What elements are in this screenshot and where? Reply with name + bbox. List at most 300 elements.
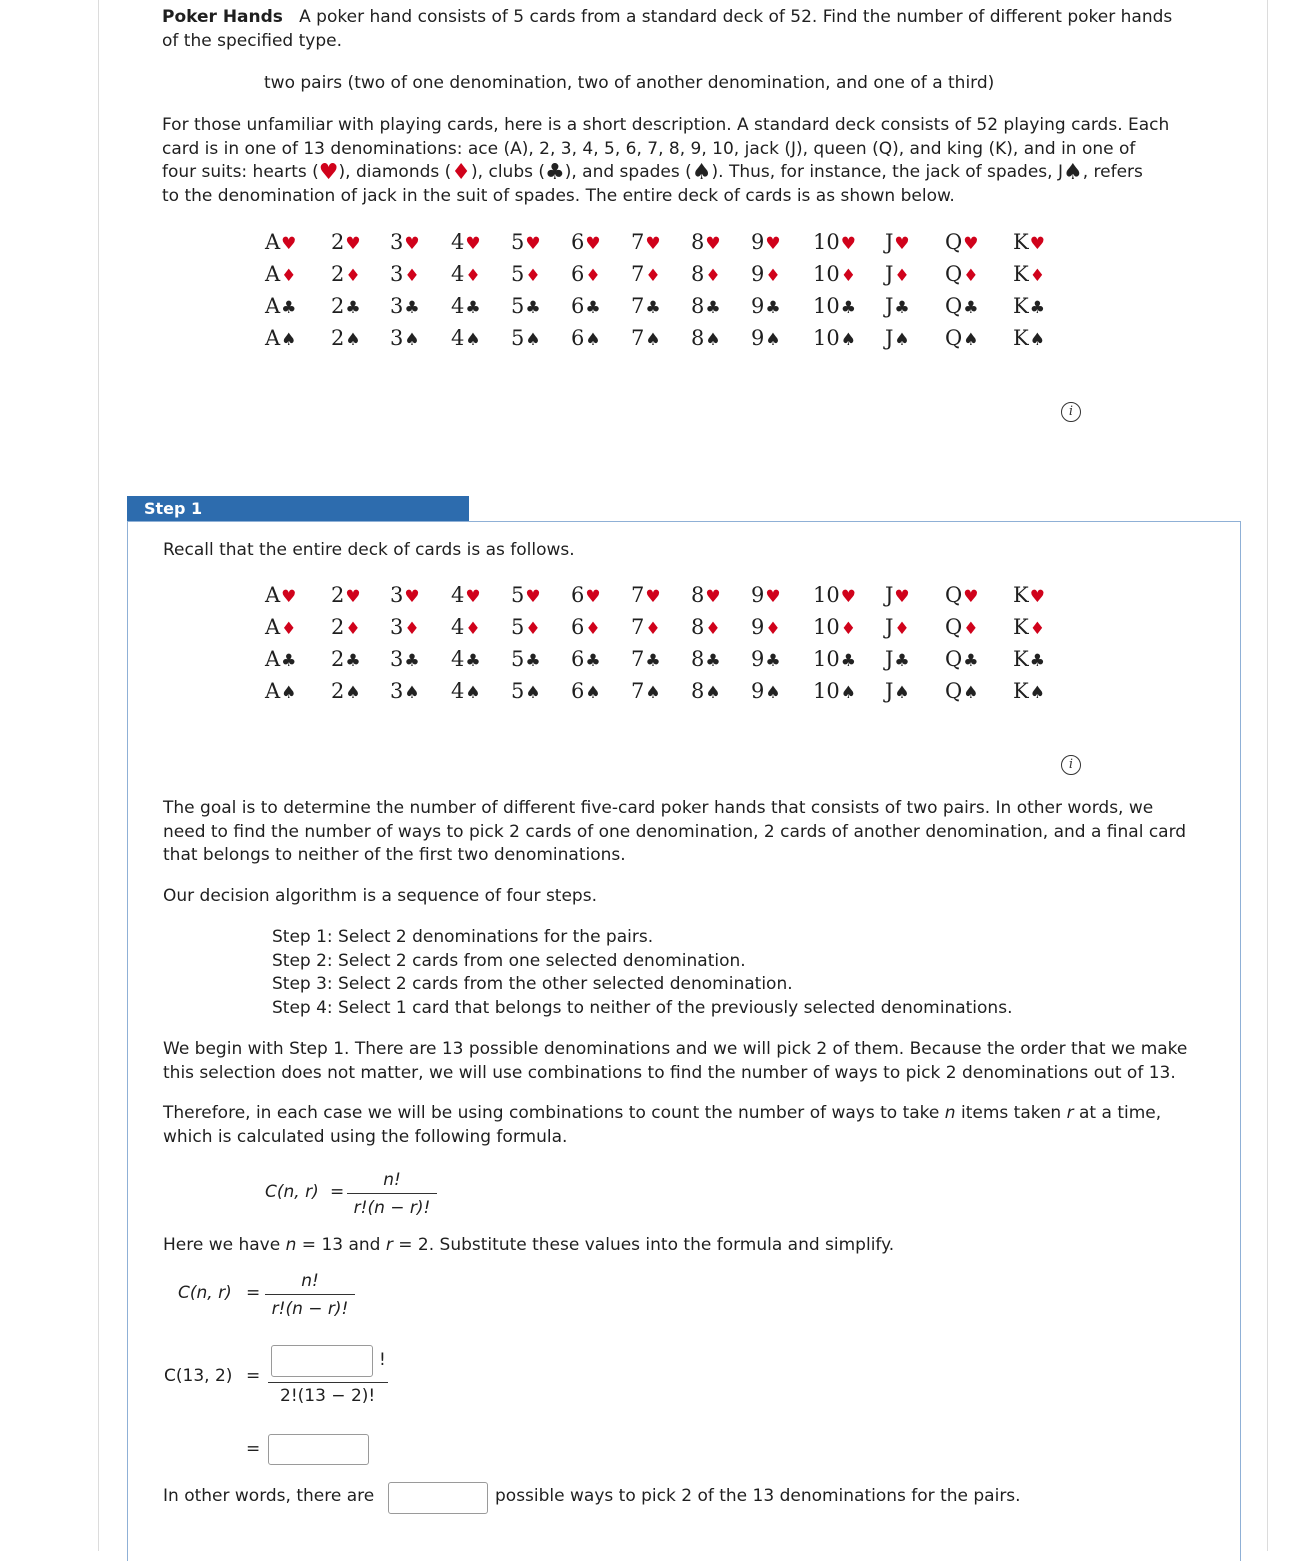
- card-denomination: K: [1013, 615, 1029, 639]
- desc-suits-d: ), and spades (: [564, 162, 692, 182]
- card-denomination: J: [885, 294, 894, 318]
- card-denomination: 7: [631, 326, 645, 350]
- card-denomination: 9: [751, 326, 765, 350]
- card: [511, 675, 541, 709]
- club-icon: ♣: [525, 298, 541, 318]
- card: [331, 643, 361, 677]
- card: [691, 675, 721, 709]
- club-icon: ♣: [765, 651, 781, 671]
- card: [945, 226, 978, 260]
- card: [390, 611, 420, 645]
- club-icon: ♣: [1029, 298, 1045, 318]
- card-denomination: 6: [571, 583, 585, 607]
- heart-icon: ♥: [963, 234, 979, 254]
- card-denomination: 8: [691, 583, 705, 607]
- heart-icon: ♥: [585, 587, 601, 607]
- card-denomination: 2: [331, 615, 345, 639]
- card: [885, 258, 910, 292]
- card: [511, 258, 541, 292]
- desc-suits-c: ), clubs (: [471, 162, 545, 182]
- card: [813, 611, 856, 645]
- card-denomination: 3: [390, 583, 404, 607]
- card: [390, 258, 420, 292]
- club-icon: ♣: [645, 298, 661, 318]
- card: [691, 643, 721, 677]
- card: [631, 258, 661, 292]
- desc-suits-f: , refers: [1082, 162, 1143, 182]
- diamond-icon: ♦: [705, 619, 721, 639]
- card-denomination: 10: [813, 326, 840, 350]
- diamond-icon: ♦: [281, 266, 297, 286]
- spade-icon: ♠: [645, 330, 661, 350]
- card-denomination: 9: [751, 615, 765, 639]
- card-denomination: 9: [751, 230, 765, 254]
- heart-icon: ♥: [465, 234, 481, 254]
- diamond-icon: ♦: [345, 266, 361, 286]
- therefore-c: at a time,: [1073, 1103, 1162, 1123]
- heart-icon: ♥: [705, 587, 721, 607]
- card-denomination: 9: [751, 294, 765, 318]
- card-denomination: 4: [451, 615, 465, 639]
- goal-line-2: need to find the number of ways to pick 2 cards of one denomination, 2 cards of another denomination, and a final card: [163, 822, 1187, 842]
- card: [265, 643, 296, 677]
- desc-suits-e: ). Thus, for instance, the jack of spades, J: [711, 162, 1063, 182]
- card: [1013, 675, 1045, 709]
- diamond-icon: ♦: [525, 266, 541, 286]
- club-icon: ♣: [963, 651, 979, 671]
- diamond-icon: ♦: [1029, 619, 1045, 639]
- card-denomination: 2: [331, 326, 345, 350]
- card-denomination: 7: [631, 679, 645, 703]
- card: [331, 322, 361, 356]
- fraction-bar: [268, 1382, 388, 1383]
- card: [813, 675, 856, 709]
- card-denomination: Q: [945, 583, 963, 607]
- formula-numerator: n!: [383, 1170, 401, 1190]
- card-denomination: 8: [691, 615, 705, 639]
- algo-step-3: Step 3: Select 2 cards from the other selected denomination.: [272, 974, 793, 994]
- card-denomination: 5: [511, 647, 525, 671]
- heart-icon: ♥: [840, 234, 856, 254]
- card: [751, 675, 781, 709]
- club-icon: ♣: [894, 651, 910, 671]
- card-denomination: Q: [945, 679, 963, 703]
- card: [451, 258, 481, 292]
- card-denomination: 4: [451, 294, 465, 318]
- hand-type: two pairs (two of one denomination, two of another denomination, and one of a third): [264, 73, 995, 93]
- diamond-icon: ♦: [645, 619, 661, 639]
- spade-icon: ♠: [281, 330, 297, 350]
- card-denomination: 9: [751, 583, 765, 607]
- card: [813, 258, 856, 292]
- card-denomination: 10: [813, 679, 840, 703]
- club-icon: ♣: [585, 651, 601, 671]
- card-denomination: 2: [331, 647, 345, 671]
- spade-icon: ♠: [765, 330, 781, 350]
- card: [751, 643, 781, 677]
- card-denomination: 2: [331, 262, 345, 286]
- card-denomination: 7: [631, 583, 645, 607]
- card: [885, 226, 910, 260]
- goal-line-1: The goal is to determine the number of different five-card poker hands that consists of two pairs. In other words, we: [163, 798, 1154, 818]
- card-denomination: 8: [691, 230, 705, 254]
- card-denomination: 5: [511, 679, 525, 703]
- heart-icon: ♥: [318, 160, 339, 185]
- card: [751, 290, 781, 324]
- heart-icon: ♥: [894, 587, 910, 607]
- heart-icon: ♥: [765, 234, 781, 254]
- heart-icon: ♥: [1029, 234, 1045, 254]
- card-denomination: 5: [511, 326, 525, 350]
- diamond-icon: ♦: [525, 619, 541, 639]
- card: [945, 611, 978, 645]
- card-denomination: J: [885, 230, 894, 254]
- card: [451, 611, 481, 645]
- var-n: n: [285, 1235, 297, 1255]
- spade-icon: ♠: [585, 683, 601, 703]
- spade-icon: ♠: [840, 683, 856, 703]
- card-denomination: 4: [451, 230, 465, 254]
- card: [331, 258, 361, 292]
- card-denomination: 10: [813, 615, 840, 639]
- var-r: r: [385, 1235, 393, 1255]
- card: [751, 322, 781, 356]
- card: [511, 322, 541, 356]
- card-denomination: K: [1013, 230, 1029, 254]
- card-denomination: 7: [631, 262, 645, 286]
- card-denomination: 8: [691, 679, 705, 703]
- algo-intro: Our decision algorithm is a sequence of four steps.: [163, 886, 597, 906]
- card: [631, 579, 661, 613]
- club-icon: ♣: [963, 298, 979, 318]
- spade-icon: ♠: [525, 683, 541, 703]
- card-denomination: J: [885, 583, 894, 607]
- card: [331, 611, 361, 645]
- card: [1013, 611, 1045, 645]
- card: [813, 579, 856, 613]
- spade-icon: ♠: [1062, 160, 1083, 185]
- formula-lhs: C(n, r): [265, 1182, 319, 1202]
- card: [813, 226, 856, 260]
- card: [631, 290, 661, 324]
- card-denomination: 3: [390, 326, 404, 350]
- card-denomination: A: [265, 679, 281, 703]
- card: [631, 643, 661, 677]
- card-denomination: 10: [813, 583, 840, 607]
- diamond-icon: ♦: [451, 160, 472, 185]
- card-denomination: Q: [945, 230, 963, 254]
- card: [571, 643, 601, 677]
- answer-input-numerator[interactable]: [271, 1345, 373, 1377]
- card-denomination: 4: [451, 326, 465, 350]
- card: [331, 290, 361, 324]
- diamond-icon: ♦: [585, 619, 601, 639]
- card: [265, 226, 296, 260]
- diamond-icon: ♦: [765, 266, 781, 286]
- spade-icon: ♠: [645, 683, 661, 703]
- card: [571, 290, 601, 324]
- heart-icon: ♥: [465, 587, 481, 607]
- formula2-numerator: n!: [301, 1271, 319, 1291]
- club-icon: ♣: [765, 298, 781, 318]
- card-denomination: 7: [631, 615, 645, 639]
- card: [390, 643, 420, 677]
- heart-icon: ♥: [345, 587, 361, 607]
- card: [885, 611, 910, 645]
- answer-input-ways[interactable]: [388, 1482, 488, 1514]
- diamond-icon: ♦: [840, 619, 856, 639]
- card-denomination: 2: [331, 583, 345, 607]
- card-denomination: 6: [571, 262, 585, 286]
- card: [1013, 258, 1045, 292]
- recall-text: Recall that the entire deck of cards is as follows.: [163, 540, 575, 560]
- card-denomination: A: [265, 615, 281, 639]
- card: [451, 643, 481, 677]
- card-denomination: A: [265, 647, 281, 671]
- page-border-left: [98, 0, 99, 1551]
- heart-icon: ♥: [404, 234, 420, 254]
- club-icon: ♣: [404, 298, 420, 318]
- heart-icon: ♥: [1029, 587, 1045, 607]
- card-denomination: 6: [571, 294, 585, 318]
- club-icon: ♣: [525, 651, 541, 671]
- card-denomination: 6: [571, 679, 585, 703]
- diamond-icon: ♦: [404, 619, 420, 639]
- card-denomination: K: [1013, 647, 1029, 671]
- card: [331, 675, 361, 709]
- spade-icon: ♠: [1029, 683, 1045, 703]
- heart-icon: ♥: [840, 587, 856, 607]
- spade-icon: ♠: [894, 330, 910, 350]
- spade-icon: ♠: [404, 330, 420, 350]
- diamond-icon: ♦: [840, 266, 856, 286]
- card: [631, 226, 661, 260]
- card-denomination: Q: [945, 615, 963, 639]
- card: [631, 611, 661, 645]
- diamond-icon: ♦: [765, 619, 781, 639]
- card: [751, 258, 781, 292]
- spade-icon: ♠: [705, 683, 721, 703]
- card: [511, 579, 541, 613]
- card: [751, 226, 781, 260]
- club-icon: ♣: [894, 298, 910, 318]
- card: [885, 579, 910, 613]
- heart-icon: ♥: [281, 234, 297, 254]
- diamond-icon: ♦: [894, 619, 910, 639]
- card-denomination: 7: [631, 647, 645, 671]
- therefore-a: Therefore, in each case we will be using combinations to count the number of ways to take: [163, 1103, 945, 1123]
- heart-icon: ♥: [765, 587, 781, 607]
- desc-line-1: For those unfamiliar with playing cards, here is a short description. A standard deck consists of 52 playing cards. Each: [162, 115, 1170, 135]
- step-tab: Step 1: [127, 496, 469, 522]
- heart-icon: ♥: [894, 234, 910, 254]
- spade-icon: ♠: [963, 330, 979, 350]
- card: [451, 322, 481, 356]
- heart-icon: ♥: [525, 587, 541, 607]
- therefore-b: items taken: [955, 1103, 1067, 1123]
- card: [885, 643, 910, 677]
- card-denomination: J: [885, 326, 894, 350]
- card-denomination: 5: [511, 230, 525, 254]
- club-icon: ♣: [1029, 651, 1045, 671]
- spade-icon: ♠: [525, 330, 541, 350]
- card: [691, 258, 721, 292]
- card-denomination: 3: [390, 679, 404, 703]
- card: [945, 643, 978, 677]
- club-icon: ♣: [840, 651, 856, 671]
- club-icon: ♣: [705, 651, 721, 671]
- club-icon: ♣: [545, 160, 565, 185]
- club-icon: ♣: [281, 298, 297, 318]
- card: [571, 611, 601, 645]
- diamond-icon: ♦: [894, 266, 910, 286]
- formula2-fraction: [265, 1268, 355, 1323]
- card: [1013, 226, 1045, 260]
- spade-icon: ♠: [404, 683, 420, 703]
- card-denomination: 5: [511, 262, 525, 286]
- problem-text-2: of the specified type.: [162, 31, 343, 51]
- card-denomination: 10: [813, 262, 840, 286]
- spade-icon: ♠: [465, 683, 481, 703]
- here-b: = 13 and: [296, 1235, 386, 1255]
- card-denomination: J: [885, 647, 894, 671]
- info-icon[interactable]: i: [1061, 402, 1081, 422]
- card: [945, 290, 978, 324]
- formula-denominator: r!(n − r)!: [353, 1198, 431, 1218]
- card-denomination: 8: [691, 294, 705, 318]
- card: [265, 579, 296, 613]
- card: [511, 290, 541, 324]
- card-denomination: 2: [331, 294, 345, 318]
- card: [511, 643, 541, 677]
- therefore-line-1: [163, 1102, 1161, 1126]
- problem-title-line: [162, 6, 1172, 30]
- card-denomination: 9: [751, 647, 765, 671]
- card-denomination: 3: [390, 615, 404, 639]
- card: [511, 611, 541, 645]
- card-denomination: 5: [511, 583, 525, 607]
- heart-icon: ♥: [345, 234, 361, 254]
- here-c: = 2. Substitute these values into the formula and simplify.: [392, 1235, 895, 1255]
- card: [691, 322, 721, 356]
- card-denomination: 7: [631, 294, 645, 318]
- card-denomination: 10: [813, 294, 840, 318]
- card: [571, 675, 601, 709]
- club-icon: ♣: [585, 298, 601, 318]
- diamond-icon: ♦: [963, 266, 979, 286]
- spade-icon: ♠: [705, 330, 721, 350]
- card: [571, 322, 601, 356]
- card-denomination: 2: [331, 679, 345, 703]
- card: [331, 579, 361, 613]
- card: [631, 675, 661, 709]
- card: [691, 611, 721, 645]
- card: [571, 579, 601, 613]
- card: [390, 579, 420, 613]
- formula2-lhs: C(n, r): [178, 1283, 232, 1303]
- answer-input-simplified[interactable]: [268, 1434, 369, 1465]
- diamond-icon: ♦: [465, 266, 481, 286]
- card: [265, 290, 296, 324]
- desc-suits-a: four suits: hearts (: [162, 162, 319, 182]
- info-icon[interactable]: i: [1061, 755, 1081, 775]
- spade-icon: ♠: [963, 683, 979, 703]
- here-a: Here we have: [163, 1235, 286, 1255]
- card: [885, 290, 910, 324]
- algo-step-1: Step 1: Select 2 denominations for the pairs.: [272, 927, 654, 947]
- card: [511, 226, 541, 260]
- sub-denominator: 2!(13 − 2)!: [280, 1386, 376, 1406]
- card: [451, 675, 481, 709]
- heart-icon: ♥: [585, 234, 601, 254]
- card-denomination: 6: [571, 615, 585, 639]
- card-denomination: 4: [451, 583, 465, 607]
- diamond-icon: ♦: [345, 619, 361, 639]
- card-denomination: A: [265, 326, 281, 350]
- card-denomination: K: [1013, 679, 1029, 703]
- card: [265, 675, 296, 709]
- card: [691, 290, 721, 324]
- card-denomination: Q: [945, 262, 963, 286]
- card: [1013, 643, 1045, 677]
- spade-icon: ♠: [345, 330, 361, 350]
- card-denomination: 3: [390, 647, 404, 671]
- card-denomination: 3: [390, 294, 404, 318]
- card-denomination: K: [1013, 294, 1029, 318]
- card-denomination: 8: [691, 262, 705, 286]
- card-denomination: 3: [390, 230, 404, 254]
- club-icon: ♣: [404, 651, 420, 671]
- heart-icon: ♥: [525, 234, 541, 254]
- spade-icon: ♠: [281, 683, 297, 703]
- card-denomination: 4: [451, 679, 465, 703]
- card-denomination: 8: [691, 647, 705, 671]
- card-denomination: A: [265, 583, 281, 607]
- card-denomination: A: [265, 262, 281, 286]
- begin-line-2: this selection does not matter, we will use combinations to find the number of ways to pick 2 denominations out of 13.: [163, 1063, 1176, 1083]
- card: [571, 226, 601, 260]
- card: [265, 258, 296, 292]
- card: [631, 322, 661, 356]
- card: [390, 226, 420, 260]
- diamond-icon: ♦: [281, 619, 297, 639]
- card: [813, 290, 856, 324]
- card: [751, 579, 781, 613]
- formula2-equals: =: [246, 1283, 261, 1303]
- sub-lhs: C(13, 2): [164, 1366, 233, 1386]
- card-denomination: 6: [571, 326, 585, 350]
- card: [691, 226, 721, 260]
- card-denomination: J: [885, 615, 894, 639]
- club-icon: ♣: [345, 298, 361, 318]
- card-denomination: K: [1013, 583, 1029, 607]
- card-denomination: Q: [945, 326, 963, 350]
- page-border-right: [1267, 0, 1268, 1551]
- card-denomination: K: [1013, 262, 1029, 286]
- card: [451, 290, 481, 324]
- card: [945, 258, 978, 292]
- card: [265, 322, 296, 356]
- desc-line-2: card is in one of 13 denominations: ace (A), 2, 3, 4, 5, 6, 7, 8, 9, 10, jack (J), queen (Q), and king (K), and in one of: [162, 139, 1136, 159]
- card-denomination: 9: [751, 679, 765, 703]
- desc-line-4: to the denomination of jack in the suit of spades. The entire deck of cards is as shown below.: [162, 186, 955, 206]
- formula-fraction: [347, 1167, 437, 1222]
- diamond-icon: ♦: [465, 619, 481, 639]
- card-denomination: 3: [390, 262, 404, 286]
- card: [945, 579, 978, 613]
- formula-equals: =: [330, 1182, 345, 1202]
- sub-equals: =: [246, 1366, 261, 1386]
